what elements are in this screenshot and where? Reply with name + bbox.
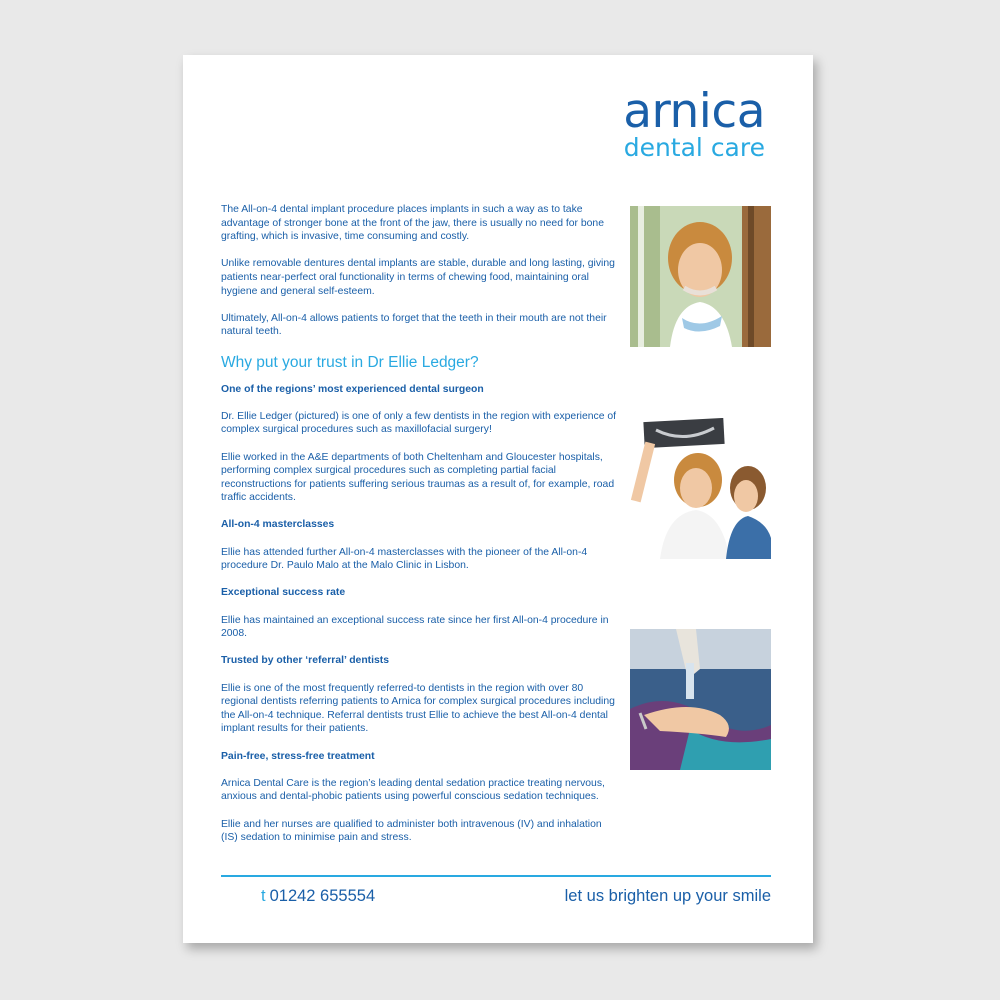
footer-phone xyxy=(261,887,375,906)
subheading: All-on-4 masterclasses xyxy=(221,519,335,531)
body-paragraph: Ellie and her nurses are qualified to administer both intravenous (IV) and inhalation (IS) sedation to minimise pain and stress. xyxy=(221,818,602,844)
intro-paragraph: Unlike removable dentures dental implants are stable, durable and long lasting, giving patients near-perfect oral functionality in terms of chewing food, maintaining oral hygiene and general self-esteem. xyxy=(221,258,615,297)
subheading: Exceptional success rate xyxy=(221,587,346,599)
xray-review-photo xyxy=(630,418,771,559)
intro-paragraph: The All-on-4 dental implant procedure places implants in such a way as to take advantage of stronger bone at the front of the jaw, there is usually no need for bone grafting, which is invasive, time consuming and costly. xyxy=(221,204,604,243)
sedation-hand-photo xyxy=(630,629,771,770)
subheading: Pain-free, stress-free treatment xyxy=(221,750,375,762)
arnica-logo xyxy=(623,84,765,162)
body-paragraph: Dr. Ellie Ledger (pictured) is one of only a few dentists in the region with experience of complex surgical procedures such as maxillofacial surgery! xyxy=(221,410,617,436)
document-page xyxy=(183,55,813,943)
logo-subtitle: dental care xyxy=(623,133,765,162)
phone-prefix: t xyxy=(261,887,266,905)
phone-number: 01242 655554 xyxy=(269,887,376,905)
section-heading: Why put your trust in Dr Ellie Ledger? xyxy=(221,353,479,371)
logo-wordmark: arnica xyxy=(623,84,765,139)
subheading: Trusted by other ‘referral’ dentists xyxy=(221,655,390,667)
body-paragraph: Ellie has attended further All-on-4 masterclasses with the pioneer of the All-on-4 procedure Dr. Paulo Malo at the Malo Clinic in Lisbon. xyxy=(221,546,588,572)
body-paragraph: Arnica Dental Care is the region’s leading dental sedation practice treating nervous, anxious and dental-phobic patients using powerful conscious sedation techniques. xyxy=(221,777,605,803)
body-paragraph: Ellie worked in the A&E departments of both Cheltenham and Gloucester hospitals, performing complex surgical procedures such as completing partial facial reconstructions for patients suffering serious traumas as a result of, for example, road traffic accidents. xyxy=(221,451,615,504)
subheading: One of the regions’ most experienced dental surgeon xyxy=(221,383,484,395)
intro-paragraph: Ultimately, All-on-4 allows patients to forget that the teeth in their mouth are not their natural teeth. xyxy=(221,312,607,338)
main-content xyxy=(221,203,617,858)
body-paragraph: Ellie is one of the most frequently referred-to dentists in the region with over 80 regional dentists referring patients to Arnica for complex surgical procedures including the All-on-4 technique. Referral dentists trust Ellie to achieve the best All-on-4 dental implant results for their patients. xyxy=(221,682,615,735)
footer-divider xyxy=(221,875,771,877)
body-paragraph: Ellie has maintained an exceptional success rate since her first All-on-4 procedure in 2008. xyxy=(221,614,609,640)
dentist-portrait-photo xyxy=(630,206,771,347)
footer-tagline: let us brighten up your smile xyxy=(564,887,771,905)
